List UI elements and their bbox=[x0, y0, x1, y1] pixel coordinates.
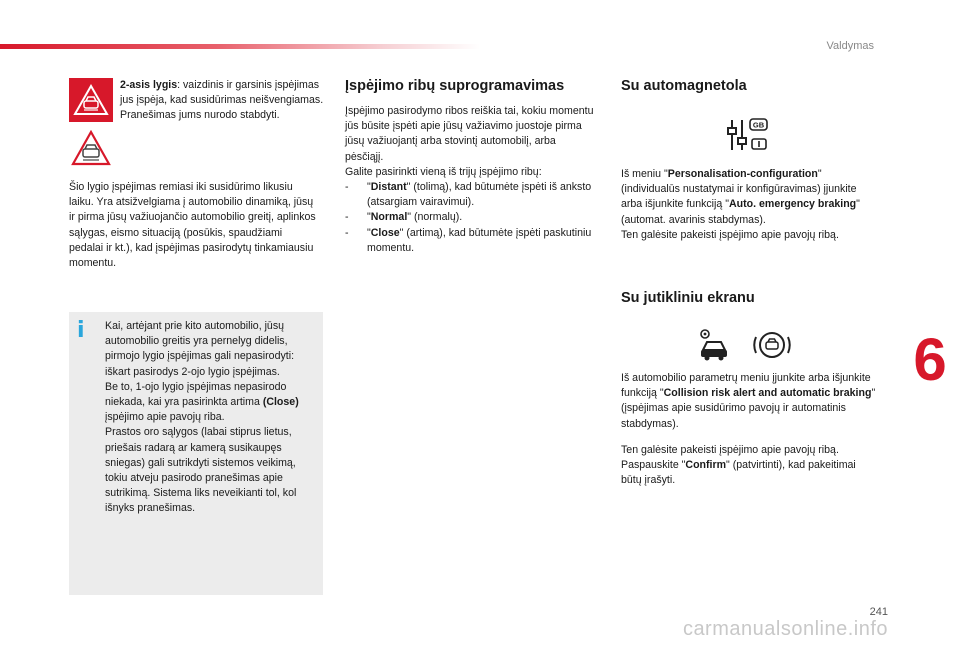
collision-alert-icon bbox=[754, 333, 789, 357]
info-box bbox=[69, 312, 323, 595]
info-p2-bold: (Close) bbox=[262, 396, 299, 409]
item-pre: " bbox=[367, 226, 371, 239]
item-bold: Distant bbox=[370, 181, 407, 194]
level-2-title: 2-asis lygis bbox=[120, 79, 178, 91]
audio-menu-name: Personalisation-configuration bbox=[667, 168, 818, 180]
header-accent-bar bbox=[0, 44, 480, 49]
item-bold: Close bbox=[370, 226, 400, 239]
collision-warning-outline-icon bbox=[69, 126, 113, 170]
touchscreen-paragraph bbox=[621, 371, 879, 432]
info-p2-text-end: įspėjimo apie pavojų riba. bbox=[105, 411, 225, 424]
confirm-text-d: " (patvirtinti), kad pakeitimai būtų įrašyti. bbox=[621, 459, 856, 487]
item-post: " (normalų). bbox=[407, 211, 463, 224]
watermark: carmanualsonline.info bbox=[682, 618, 888, 640]
ts-text-a: Iš automobilio parametrų meniu įjunkite arba išjunkite funkciją " bbox=[621, 372, 871, 400]
audio-text-e: " (automat. avarinis stabdymas). bbox=[621, 198, 860, 226]
confirm-text-b: Paspauskite " bbox=[621, 459, 686, 472]
touchscreen-heading: Su jutikliniu ekranu bbox=[621, 290, 755, 306]
touchscreen-icons bbox=[699, 328, 809, 362]
page-number: 241 bbox=[869, 606, 888, 618]
threshold-paragraph-1: Įspėjimo pasirodymo ribos reiškia tai, kokiu momentu jūs būsite įspėti apie jūsų važiavimo juostoje pirma jūsų važiuojantį arba stovintį automobilį, arba pėsčiąjį. bbox=[345, 105, 594, 163]
warning-icons bbox=[69, 78, 113, 170]
item-bold: Normal bbox=[370, 211, 408, 224]
info-paragraph-2 bbox=[105, 380, 315, 426]
confirm-text-a: Ten galėsite pakeisti įspėjimo apie pavojų ribą. bbox=[621, 444, 839, 456]
threshold-paragraph-2: Galite pasirinkti vieną iš trijų įspėjimo ribų: bbox=[345, 165, 542, 178]
item-pre: " bbox=[367, 211, 371, 224]
info-paragraph-3: Prastos oro sąlygos (labai stiprus lietus, priešais radarą ar kamerą susikaupęs sniegas) gali sutrikdyti sistemos veikimą, tokiu atveju pasirodo pranešimas apie sutrikimą. Sistema liks neveikianti tol, kol išnyks pranešimas. bbox=[105, 426, 297, 515]
ts-text-c: " (įspėjimas apie susidūrimo pavojų ir automatinis stabdymas). bbox=[621, 387, 876, 430]
column-middle bbox=[345, 78, 597, 256]
collision-warning-red-icon bbox=[69, 78, 113, 122]
audio-text-f: Ten galėsite pakeisti įspėjimo apie pavojų ribą. bbox=[621, 228, 839, 241]
radio-badge-text: GB bbox=[752, 120, 765, 130]
list-item bbox=[345, 226, 597, 256]
level-2-text: : vaizdinis ir garsinis įspėjimas jus įspėja, kad susidūrimas neišvengiamas. bbox=[120, 79, 324, 107]
item-post: " (tolimą), kad būtumėte įspėti iš anksto (atsargiam vairavimui). bbox=[367, 181, 592, 209]
list-item bbox=[345, 210, 597, 225]
audio-text-c: " (individualūs nustatymai ir konfigūravimas) įjunkite arba išjunkite funkciją " bbox=[621, 168, 857, 211]
level-2-text-2: Pranešimas jums nurodo stabdyti. bbox=[120, 109, 280, 122]
info-paragraph-1: Kai, artėjant prie kito automobilio, jūsų automobilio greitis yra pernelyg didelis, pirmojo lygio įspėjimas gali nepasirodyti: iškart pasirodys 2-ojo lygio įspėjimas. bbox=[105, 320, 295, 378]
chapter-number: 6 bbox=[913, 326, 947, 393]
audio-heading: Su automagnetola bbox=[621, 78, 747, 94]
car-settings-icon bbox=[701, 330, 727, 361]
info-text bbox=[105, 319, 315, 517]
ts-function-name: Collision risk alert and automatic braking bbox=[663, 387, 872, 400]
audio-function-name: Auto. emergency braking bbox=[729, 198, 857, 211]
level-2-description bbox=[120, 78, 325, 124]
audio-settings-icon bbox=[726, 116, 770, 154]
list-item bbox=[345, 180, 597, 210]
audio-text-a: Iš meniu " bbox=[621, 168, 668, 180]
confirm-paragraph bbox=[621, 443, 879, 489]
item-post: " (artimą), kad būtumėte įspėti paskutiniu momentu. bbox=[367, 226, 592, 254]
chapter-tab bbox=[900, 318, 960, 402]
info-p2-text: Be to, 1-ojo lygio įspėjimas nepasirodo niekada, kai yra pasirinkta artima bbox=[105, 380, 287, 409]
item-pre: " bbox=[367, 181, 371, 194]
level-2-paragraph: Šio lygio įspėjimas remiasi iki susidūrimo likusiu laiku. Yra atsižvelgiama į automobilio dinamiką, jūsų ir pirma jūsų važiuojančio automobilio greitį, aplinkos sąlygas, eismo situaciją (posūkis, spaudžiami pedalai ir kt.), kad įspėjimas pasirodytų tinkamiausiu momentu. bbox=[69, 181, 316, 270]
threshold-heading: Įspėjimo ribų suprogramavimas bbox=[345, 78, 565, 94]
section-title: Valdymas bbox=[826, 40, 874, 52]
info-icon: i bbox=[77, 318, 85, 343]
confirm-word: Confirm bbox=[685, 459, 727, 472]
audio-paragraph bbox=[621, 167, 879, 243]
threshold-list bbox=[345, 180, 597, 256]
